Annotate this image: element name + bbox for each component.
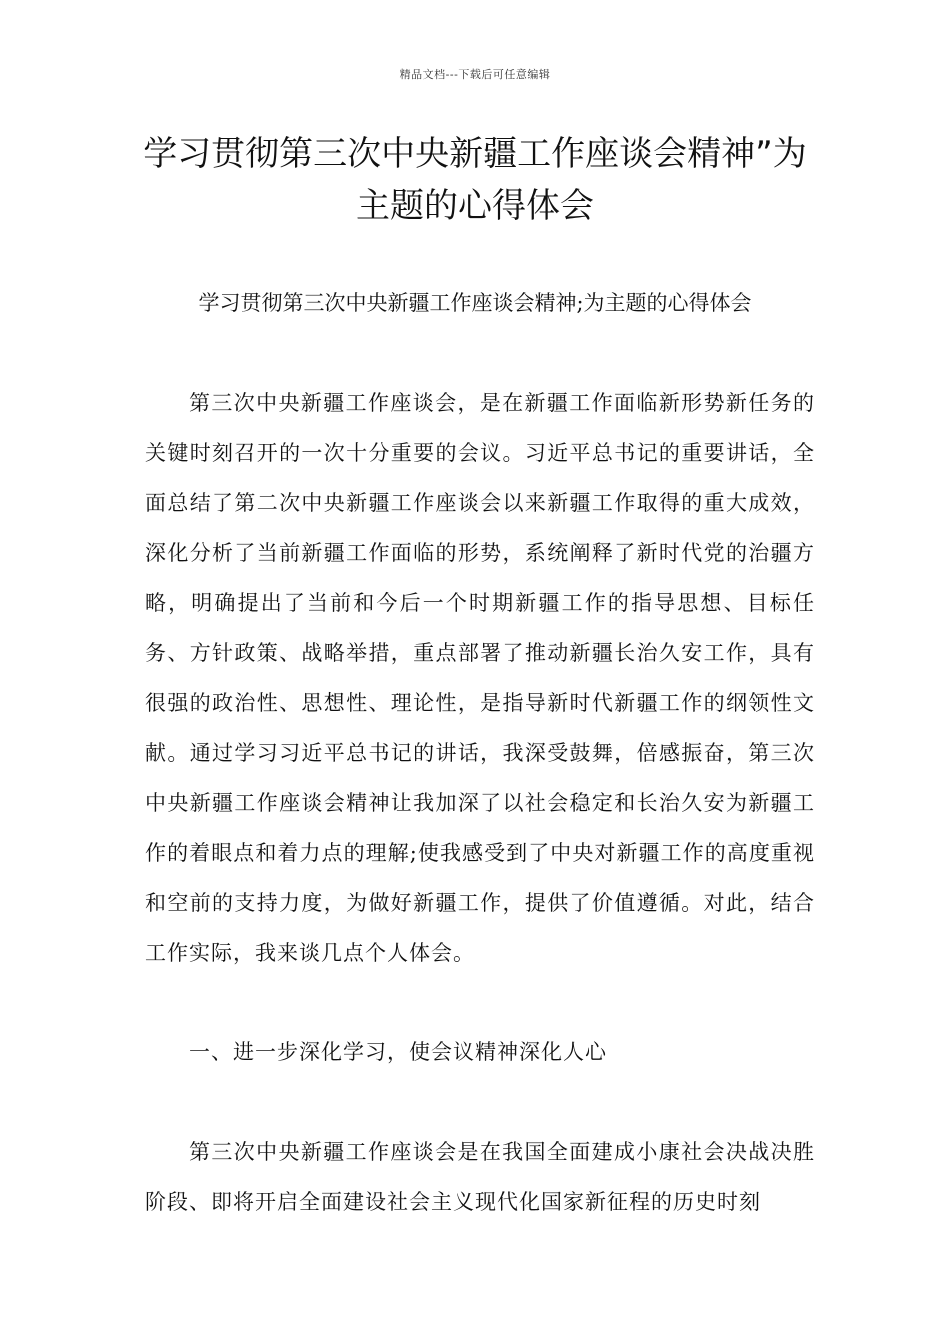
document-subtitle: 学习贯彻第三次中央新疆工作座谈会精神;为主题的心得体会 <box>198 291 752 315</box>
header-note: 精品文档---下载后可任意编辑 <box>399 68 551 81</box>
paragraph-section-1: 第三次中央新疆工作座谈会是在我国全面建成小康社会决战决胜阶段、即将开启全面建设社会主义现代化国家新征程的历史时刻 <box>145 1140 815 1214</box>
paragraph-intro: 第三次中央新疆工作座谈会，是在新疆工作面临新形势新任务的关键时刻召开的一次十分重要的会议。习近平总书记的重要讲话，全面总结了第二次中央新疆工作座谈会以来新疆工作取得的重大成效，深化分析了当前新疆工作面临的形势，系统阐释了新时代党的治疆方略，明确提出了当前和今后一个时期新疆工作的指导思想、目标任务、方针政策、战略举措，重点部署了推动新疆长治久安工作，具有很强的政治性、思想性、理论性，是指导新时代新疆工作的纲领性文献。通过学习习近平总书记的讲话，我深受鼓舞，倍感振奋，第三次中央新疆工作座谈会精神让我加深了以社会稳定和长治久安为新疆工作的着眼点和着力点的理解;使我感受到了中央对新疆工作的高度重视和空前的支持力度，为做好新疆工作，提供了价值遵循。对此，结合工作实际，我来谈几点个人体会。 <box>145 391 815 965</box>
section-heading-1: 一、进一步深化学习，使会议精神深化人心 <box>189 1040 607 1064</box>
document-title: 学习贯彻第三次中央新疆工作座谈会精神”为主题的心得体会 <box>143 134 807 226</box>
